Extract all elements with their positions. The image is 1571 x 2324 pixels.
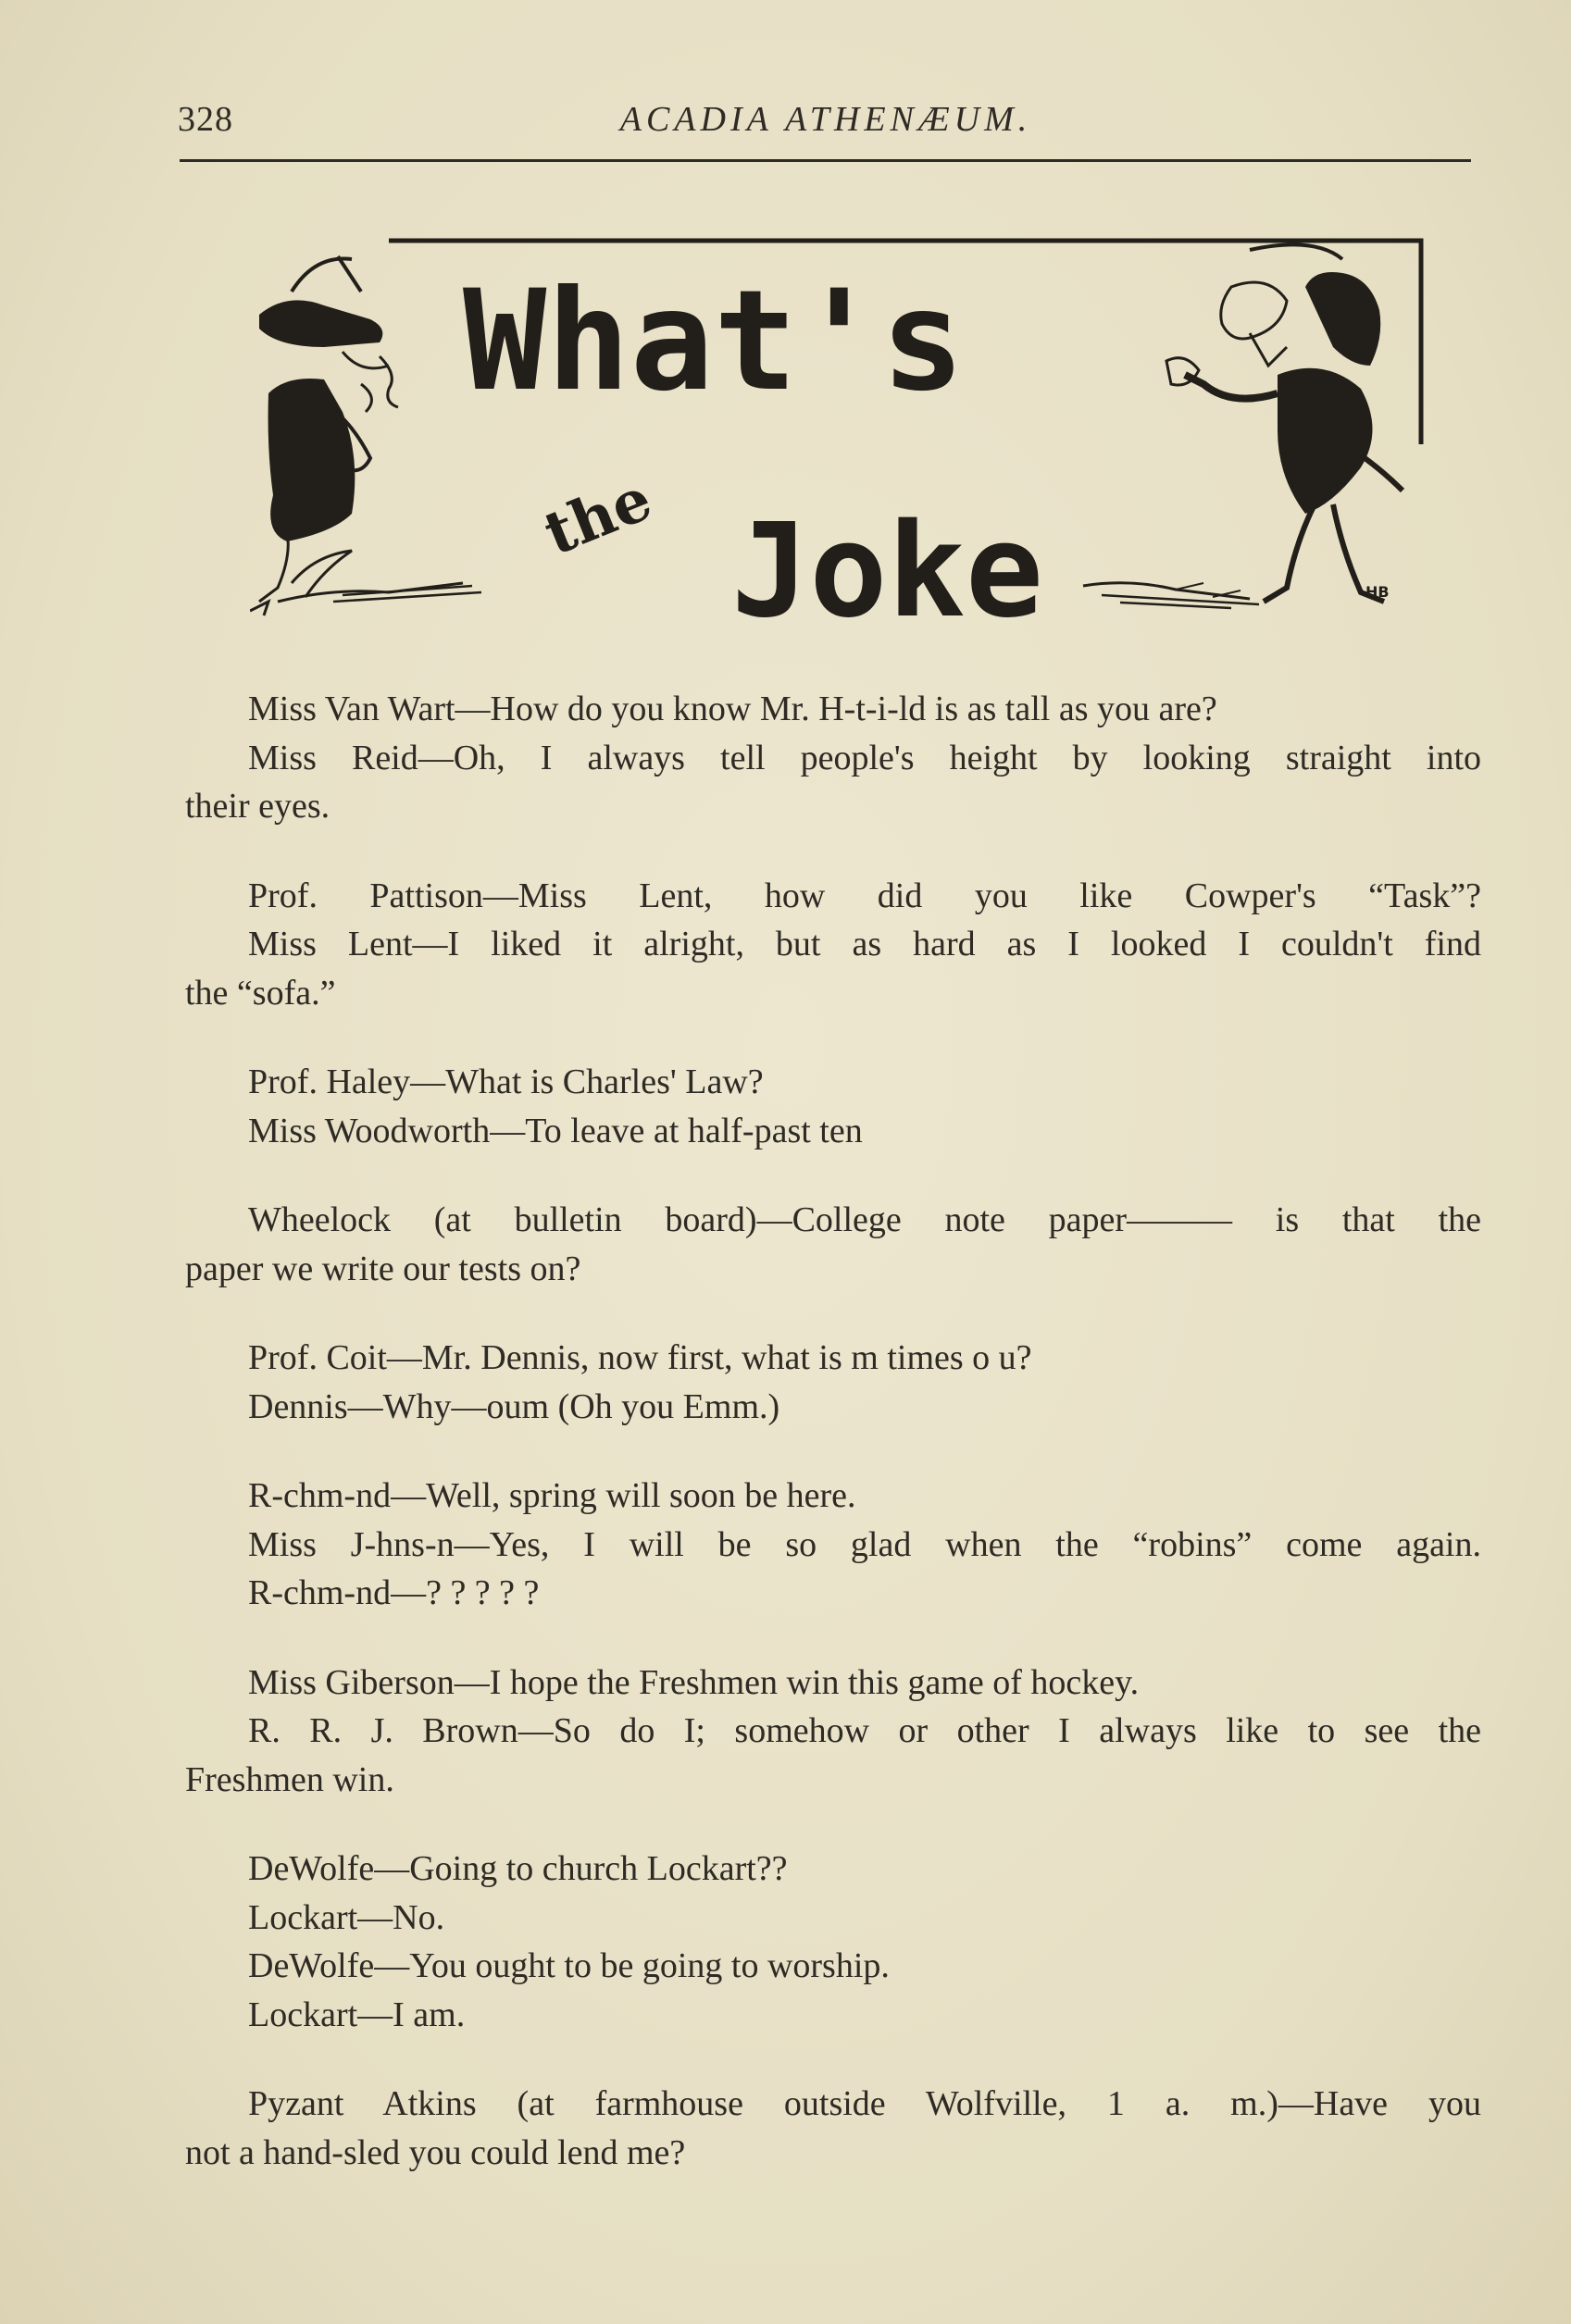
joke-block [185,1196,1481,1293]
joke-line: the “sofa.” [185,973,336,1013]
whats-the-joke-banner [250,236,1426,634]
running-title: ACADIA ATHENÆUM. [619,100,1032,139]
page-number: 328 [178,100,233,139]
joke-line: R-chm-nd—Well, spring will soon be here. [248,1476,856,1515]
joke-line: DeWolfe—You ought to be going to worship. [248,1946,890,1985]
joke-line: paper we write our tests on? [185,1249,581,1288]
artist-initials: HB [1365,583,1390,601]
joke-line: Miss Van Wart—How do you know Mr. H-t-i-ld is as tall as you are? [248,690,1217,728]
joke-block [185,1659,1481,1805]
banner-word-whats: What's [463,261,965,422]
joke-line: not a hand-sled you could lend me? [185,2132,686,2172]
joke-line: Miss Woodworth—To leave at half-past ten [248,1111,863,1150]
left-caricature-illustration [250,256,481,615]
joke-line: Miss Lent—I liked it alright, but as hard as I looked I couldn't find [248,925,1481,963]
joke-line: Miss Reid—Oh, I always tell people's height by looking straight into [248,738,1481,777]
jokes-column [185,685,1481,2218]
joke-line: Prof. Pattison—Miss Lent, how did you like Cowper's “Task”? [248,876,1481,915]
joke-line: Freshmen win. [185,1759,394,1799]
joke-block [185,2080,1481,2177]
joke-line: R. R. J. Brown—So do I; somehow or other I always like to see the [248,1711,1481,1750]
joke-block [185,1845,1481,2039]
joke-block [185,1472,1481,1618]
header-rule [180,159,1471,162]
right-caricature-illustration [1083,244,1403,608]
joke-block [185,685,1481,831]
joke-line: Prof. Haley—What is Charles' Law? [248,1063,764,1101]
joke-line: R-chm-nd—? ? ? ? ? [248,1573,540,1612]
joke-line: Pyzant Atkins (at farmhouse outside Wolfville, 1 a. m.)—Have you [248,2084,1481,2123]
joke-line: Wheelock (at bulletin board)—College note paper——— is that the [248,1200,1481,1239]
joke-line: their eyes. [185,787,330,826]
joke-line: Dennis—Why—oum (Oh you Emm.) [248,1386,780,1426]
banner-word-joke: Joke [731,496,1044,634]
page-header [178,88,1474,143]
joke-block [185,872,1481,1018]
joke-block [185,1058,1481,1155]
joke-line: Lockart—I am. [248,1995,466,2034]
joke-line: Miss J-hns-n—Yes, I will be so glad when the “robins” come again. [248,1524,1481,1564]
joke-block [185,1334,1481,1431]
banner-word-the: the [534,464,662,569]
joke-line: DeWolfe—Going to church Lockart?? [248,1849,788,1888]
joke-line: Miss Giberson—I hope the Freshmen win this game of hockey. [248,1662,1140,1702]
joke-line: Prof. Coit—Mr. Dennis, now first, what is m times o u? [248,1338,1032,1377]
joke-line: Lockart—No. [248,1897,445,1937]
